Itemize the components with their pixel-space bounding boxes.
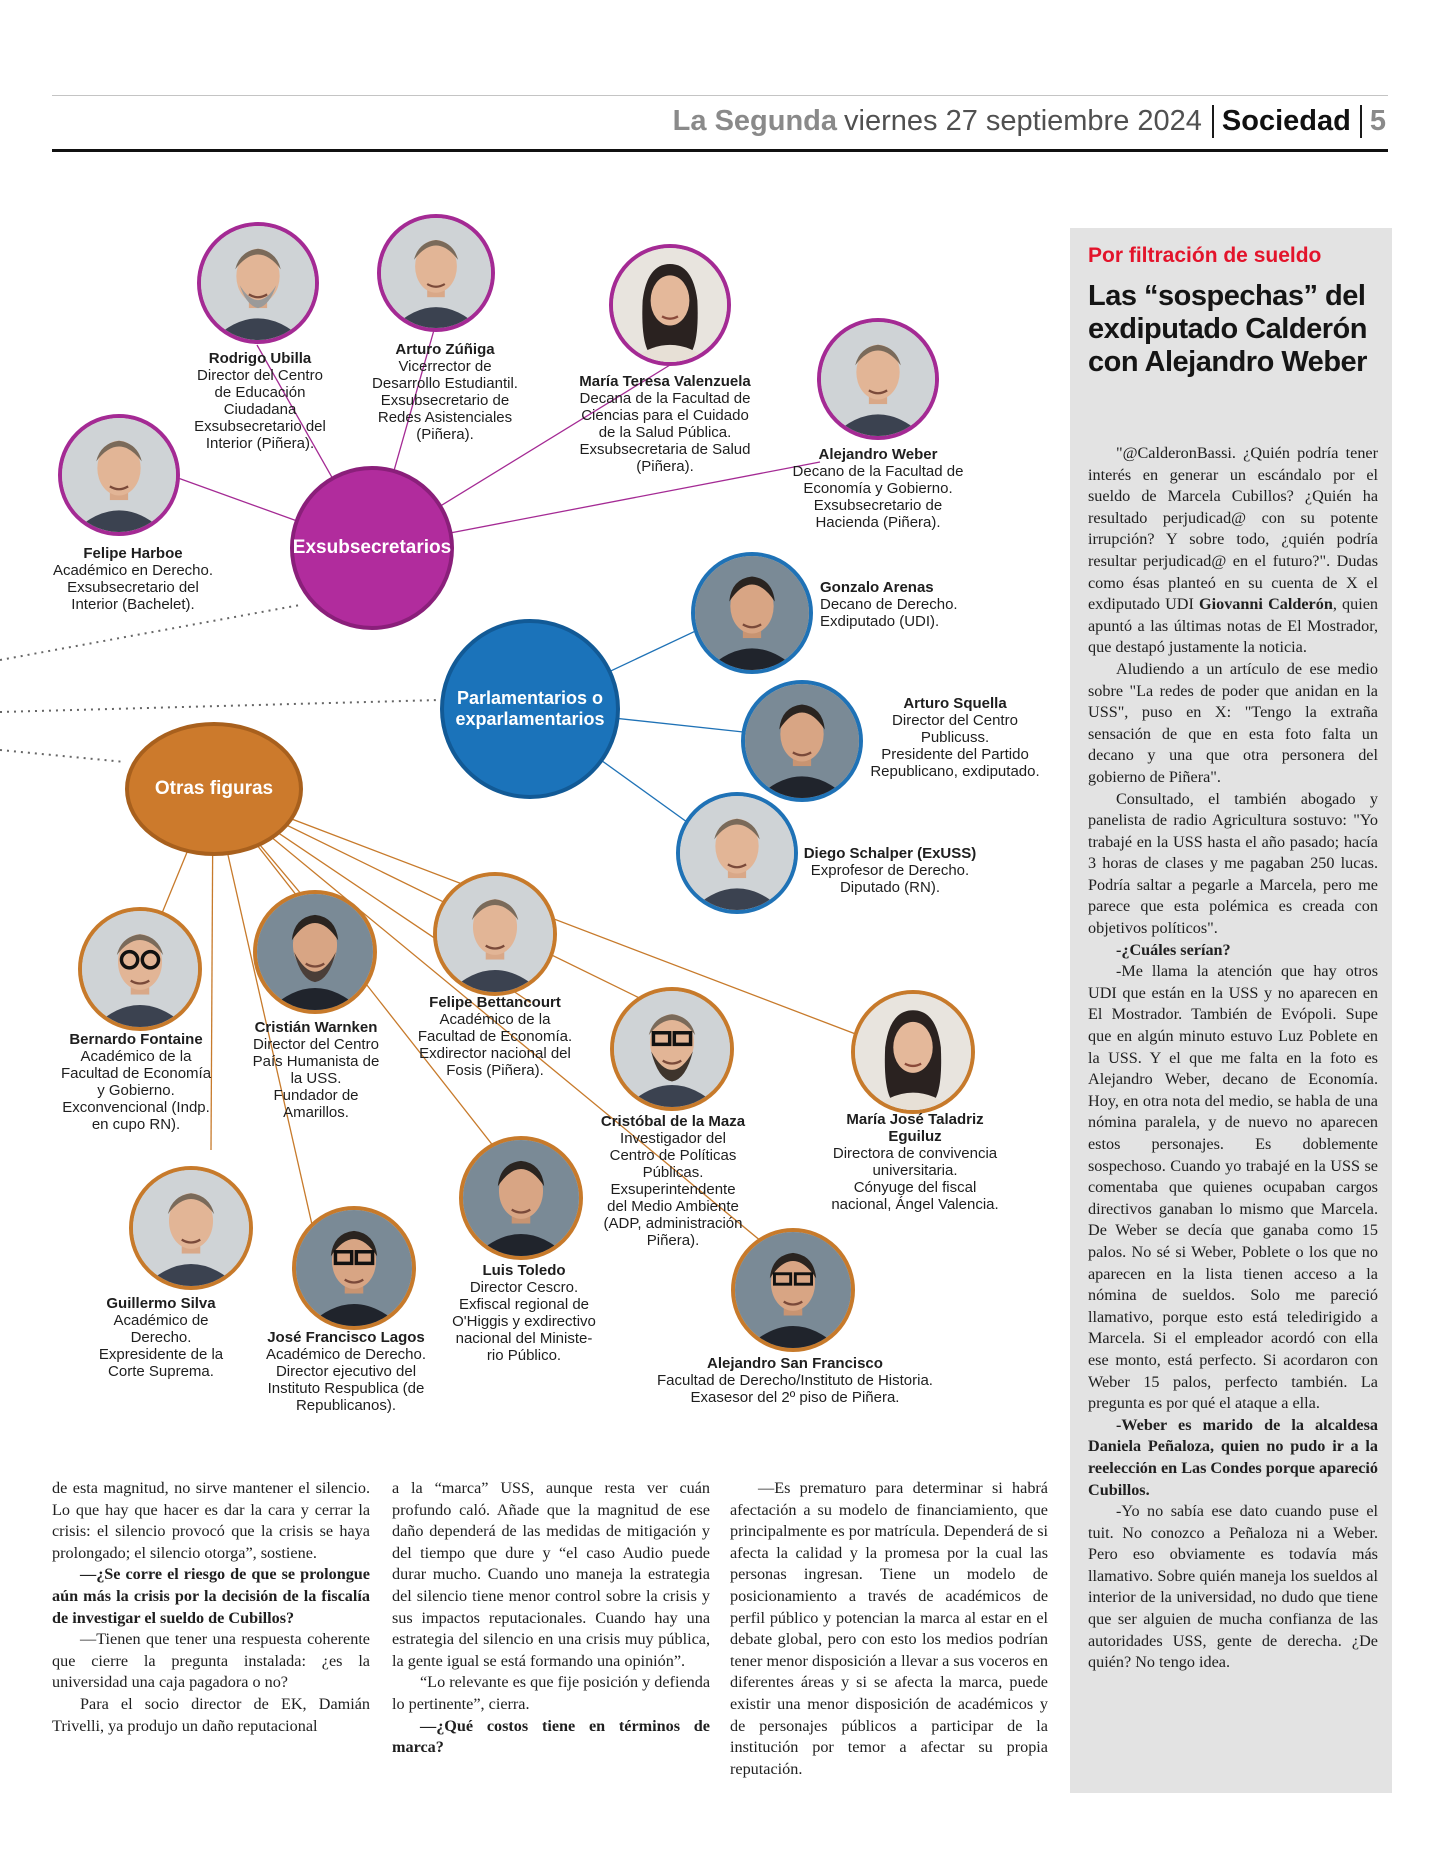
caption-gonzalo-arenas [820,579,980,630]
article-paragraph: —Es prematuro para determinar si habrá afectación a su modelo de financiamiento, que principalmente es por matrícula. Dependerá de si afecta la calidad y la promesa por la cual las personas ingresan. Tiene un modelo de posicionamiento a través de académicos de perfil público y potencian la marca al estar en el debate global, pero con esto los medios podrían tener menor disposición a llevar a sus voceros en diferentes áreas y si se afecta la marca, puede existir una menor disposición de académicos y de personajes públicos a participar de la institución por temor a afectar su propia reputación. [730,1479,1048,1778]
portrait-alejandro-weber [817,318,939,440]
person-description: Académico de Derecho. Director ejecutivo del Instituto Respublica (de Republicanos). [265,1346,427,1414]
sidebar-paragraph: Aludiendo a un artículo de ese medio sobre "La redes de poder que anidan en la USS", puso en X: "Tengo la extraña sensación de que en esta foto falta un decano y una que otra personera del gobierno de Piñera". [1088,659,1378,786]
dotted-connector [0,605,300,660]
article-column-2 [392,1478,710,1759]
portrait-cristobal-de-la-maza [610,987,734,1111]
portrait-felipe-bettancourt [433,872,557,996]
caption-felipe-bettancourt [405,994,585,1079]
sidebar-paragraph: "@CalderonBassi. ¿Quién podría tener interés en generar un escándalo por el sueldo de Marcela Cubillos? ¿Quién ha resultado perjudicad@ con su potente irrupción? Y sobre todo, ¿quién podría resultar perjudicad@ en el futuro?". Dudas como ésas planteó en su cuenta de X el exdiputado UDI Giovanni Calderón, quien apuntó a las últimas notas de El Mostrador, que destapó justamente la noticia. [1088,444,1379,657]
caption-arturo-zuniga [360,341,530,443]
section-name: Sociedad [1221,104,1351,137]
portrait-jose-francisco-lagos [292,1206,416,1330]
caption-alejandro-weber [778,446,978,531]
sidebar-body [1088,443,1378,1674]
person-name: Felipe Harboe [83,545,183,562]
person-description: Director del Centro Publicuss. Presidente del Partido Republicano, exdiputado. [870,712,1040,780]
person-name: José Francisco Lagos [267,1329,425,1346]
article-paragraph: “Lo relevante es que fije posición y defienda lo pertinente”, cierra. [392,1673,710,1713]
sidebar-paragraph: -Me llama la atención que hay otros UDI que están en la USS y no aparecen en El Mostrador. También de Evópoli. Supe que en algún minuto estuvo Luz Poblete en la USS. Y el que me falta en la foto es Alejandro Weber, decano de Economía. Hoy, en otra nota del medio, se habla de una nómina paralela, y de nuevo no aparecen estos personajes. Es doblemente sospechoso. Cuando yo trabajé en la USS se comentaba que quienes ocupaban cargos directivos ganaban lo mismo que Marcela. De Weber se decía que ganaba como 15 palos. No sé si Weber, Poblete o los que no aparecen en la lista tienen acceso a la nómina de sueldos. Solo me pareció llamativo, porque esto está teledirigido a Marcela. Si el empleador acordó con ella ese monto, está perfecto. Si acordaron con Weber 15 palos, perfecto también. La pregunta es por qué el ataque a ella. [1088,962,1378,1413]
person-name: Arturo Zúñiga [395,341,495,358]
person-description: Investigador del Centro de Políticas Públicas. Exsuperintendente del Medio Ambiente (ADP, administración Piñera). [603,1130,743,1249]
portrait-rodrigo-ubilla [197,222,319,344]
person-name: Rodrigo Ubilla [208,350,312,367]
hub-label: Otras figuras [154,778,274,799]
portrait-guillermo-silva [129,1166,253,1290]
person-name: Felipe Bettancourt [429,994,561,1011]
caption-maria-teresa-valenzuela [565,373,765,475]
person-name: Diego Schalper (ExUSS) [803,845,977,862]
caption-cristian-warnken [236,1019,396,1121]
person-name: Luis Toledo [482,1262,566,1279]
article-paragraph: —Tienen que tener una respuesta coherente que cierre la pregunta instalada: ¿es la universidad una caja pagadora o no? [52,1630,370,1692]
person-description: Vicerrector de Desarrollo Estudiantil. Exsubsecretario de Redes Asistenciales (Piñera). [372,358,518,443]
hub-label: Parlamentarios o exparlamentarios [455,688,605,729]
person-name: María Teresa Valenzuela [579,373,751,390]
page-number: 5 [1369,104,1386,137]
sidebar-question: -¿Cuáles serían? [1116,940,1231,959]
portrait-cristian-warnken [253,890,377,1014]
portrait-gonzalo-arenas [691,552,813,674]
person-name: María José Taladriz Eguiluz [846,1111,984,1145]
highlight-name: Giovanni Calderón [1199,595,1333,614]
sidebar-headline: Las “sospechas” del exdiputado Calderón con Alejandro Weber [1088,280,1367,378]
person-name: Cristián Warnken [254,1019,378,1036]
sidebar-question: -Weber es marido de la alcaldesa Daniela Peñaloza, quien no pudo ir a la reelección en Las Condes porque apareció Cubillos. [1088,1415,1379,1499]
article-question: —¿Qué costos tiene en términos de marca? [392,1716,710,1757]
article-question: —¿Se corre el riesgo de que se prolongue aún más la crisis por la decisión de la fiscalía de investigar el sueldo de Cubillos? [52,1565,370,1627]
portrait-arturo-zuniga [377,214,495,332]
caption-alejandro-san-francisco [620,1355,970,1406]
person-name: Alejandro Weber [818,446,938,463]
sidebar-paragraph: -Yo no sabía ese dato cuando puse el tuit. No conozco a Peñaloza ni a Weber. Pero eso obviamente es todavía más llamativo. Sobre quién maneja los sueldos al interior de la universidad, no dudo que tiene que ser alguien de mucha confianza de las autoridades USS, gente de derecha. ¿De quién? No tengo idea. [1088,1502,1378,1672]
hub-label: Exsubsecretarios [292,537,452,558]
portrait-luis-toledo [459,1136,583,1260]
portrait-maria-jose-taladriz [851,990,975,1114]
person-name: Gonzalo Arenas [820,579,934,596]
person-name: Bernardo Fontaine [69,1031,203,1048]
sidebar-kicker: Por filtración de sueldo [1088,244,1322,267]
person-description: Exprofesor de Derecho. Diputado (RN). [810,862,970,896]
person-description: Académico en Derecho. Exsubsecretario del Interior (Bachelet). [52,562,214,613]
hub-otras-figuras [125,722,303,856]
person-description: Director del Centro País Humanista de la USS. Fundador de Amarillos. [252,1036,380,1121]
person-description: Director del Centro de Educación Ciudadana Exsubsecretario del Interior (Piñera). [194,367,326,452]
person-name: Guillermo Silva [106,1295,216,1312]
person-name: Alejandro San Francisco [707,1355,883,1372]
person-name: Arturo Squella [903,695,1007,712]
sidebar-paragraph: Consultado, el también abogado y panelista de radio Agricultura sostuvo: "Yo trabajé en la USS hasta el año pasado; hacía 3 horas de clases y me pagaban 250 lucas. Podría saltar a pegarle a Marcela, pero me parece que esta polémica es creada con objetivos políticos". [1088,789,1378,938]
person-description: Decana de la Facultad de Ciencias para el Cuidado de la Salud Pública. Exsubsecretaria de Salud (Piñera). [579,390,751,475]
portrait-felipe-harboe [58,414,180,536]
person-description: Académico de la Facultad de Economía. Exdirector nacional del Fosis (Piñera). [417,1011,573,1079]
person-description: Académico de la Facultad de Economía y Gobierno. Exconvencional (Indp. en cupo RN). [60,1048,212,1133]
person-description: Directora de convivencia universitaria. Cónyuge del fiscal nacional, Ángel Valencia. [831,1145,999,1213]
hub-exsubsecretarios [290,466,454,630]
portrait-bernardo-fontaine [78,907,202,1031]
portrait-maria-teresa-valenzuela [609,244,731,366]
header-divider [1212,105,1214,138]
person-description: Facultad de Derecho/Instituto de Historia. Exasesor del 2º piso de Piñera. [657,1372,933,1406]
newspaper-name: La Segunda [672,104,838,137]
caption-felipe-harboe [40,545,226,613]
portrait-diego-schalper [676,792,798,914]
sidebar-box [1070,228,1392,1793]
portrait-arturo-squella [741,680,863,802]
article-paragraph: Para el socio director de EK, Damián Trivelli, ya produjo un daño reputacional [52,1694,370,1735]
person-description: Decano de Derecho. Exdiputado (UDI). [820,596,958,630]
article-paragraph: a la “marca” USS, aunque resta ver cuán profundo caló. Añade que la magnitud de ese daño dependerá de las medidas de mitigación y del tiempo que dure y “el caso Audio puede durar mucho. Cuando uno maneja la estrategia del silencio tiene menor control sobre la crisis y sus impactos reputacionales. Cuando hay una estrategia del silencio en una crisis muy pública, la gente igual se está formando una opinión”. [392,1479,710,1670]
person-name: Cristóbal de la Maza [600,1113,746,1130]
caption-guillermo-silva [86,1295,236,1380]
person-description: Académico de Derecho. Expresidente de la Corte Suprema. [98,1312,224,1380]
header-divider [1360,105,1362,138]
article-paragraph: de esta magnitud, no sirve mantener el silencio. Lo que hay que hacer es dar la cara y cerrar la crisis: el silencio provocó que la crisis se haya prolongado; el silencio otorga”, sostiene. [52,1479,370,1562]
caption-jose-francisco-lagos [256,1329,436,1414]
hub-parlamentarios [440,619,620,799]
caption-cristobal-de-la-maza [583,1113,763,1249]
dotted-connector [0,750,125,762]
issue-date: viernes 27 septiembre 2024 [844,104,1202,137]
article-column-1 [52,1478,370,1737]
caption-maria-jose-taladriz [820,1111,1010,1213]
caption-rodrigo-ubilla [175,350,345,452]
caption-arturo-squella [860,695,1050,780]
caption-luis-toledo [445,1262,603,1364]
article-column-3 [730,1478,1048,1780]
dotted-connector [0,700,440,712]
caption-diego-schalper [800,845,980,896]
caption-bernardo-fontaine [50,1031,222,1133]
person-description: Director Cescro. Exfiscal regional de O'Higgis y exdirectivo nacional del Ministe- rio Público. [452,1279,596,1364]
person-description: Decano de la Facultad de Economía y Gobierno. Exsubsecretario de Hacienda (Piñera). [792,463,964,531]
